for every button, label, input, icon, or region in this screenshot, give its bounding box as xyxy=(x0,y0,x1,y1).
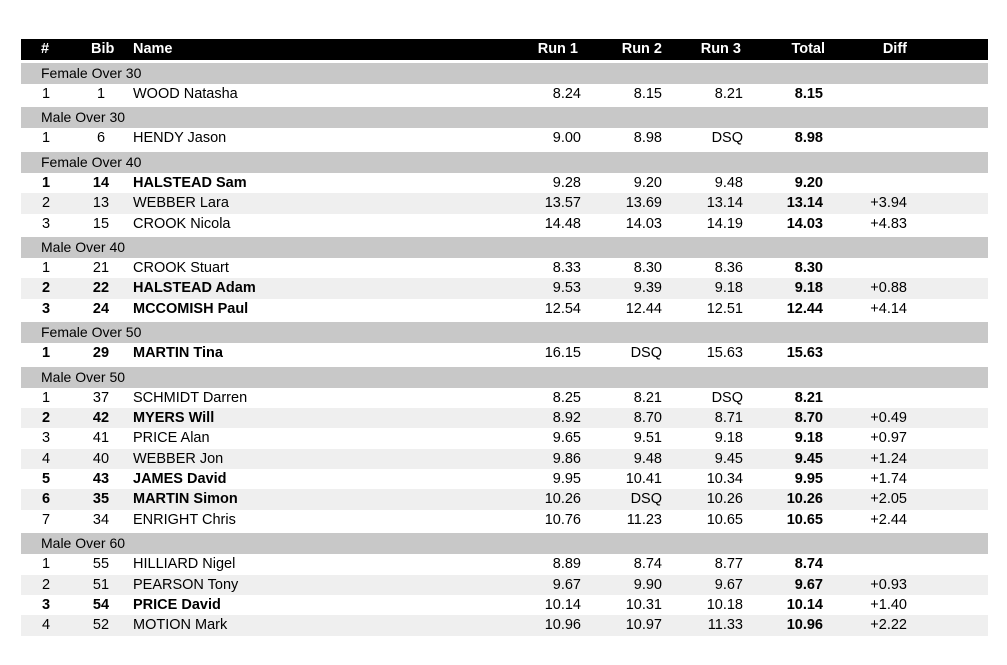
table-row xyxy=(21,428,988,448)
cell-pos: 2 xyxy=(42,280,51,297)
cell-diff: +4.14 xyxy=(870,300,907,317)
cell-total: 10.26 xyxy=(786,491,823,508)
cell-run3: 8.77 xyxy=(714,556,743,573)
cell-name: HENDY Jason xyxy=(133,130,227,147)
table-row xyxy=(21,449,988,469)
cell-total: 13.14 xyxy=(786,195,823,212)
cell-run3: 8.71 xyxy=(714,409,743,426)
cell-name: MCCOMISH Paul xyxy=(133,300,249,317)
table-body xyxy=(21,60,988,636)
cell-bib: 21 xyxy=(92,259,110,276)
cell-run1: 9.65 xyxy=(552,430,581,447)
category-header xyxy=(21,319,988,343)
cell-run2: 8.74 xyxy=(633,556,662,573)
table-row xyxy=(21,575,988,595)
table-header xyxy=(21,39,988,60)
category-title: Male Over 60 xyxy=(41,535,126,552)
cell-diff: +2.05 xyxy=(870,491,907,508)
cell-diff: +1.24 xyxy=(870,450,907,467)
cell-diff: +2.44 xyxy=(870,511,907,528)
table-row xyxy=(21,258,988,278)
category-header xyxy=(21,149,988,173)
category-title: Female Over 50 xyxy=(41,324,142,341)
cell-name: MOTION Mark xyxy=(133,617,228,634)
cell-run2: 12.44 xyxy=(625,300,662,317)
cell-run2: 13.69 xyxy=(625,195,662,212)
category-title: Male Over 40 xyxy=(41,238,126,255)
cell-diff: +0.93 xyxy=(870,576,907,593)
category-header xyxy=(21,60,988,84)
table-row xyxy=(21,469,988,489)
cell-pos: 3 xyxy=(42,597,51,614)
table-row xyxy=(21,408,988,428)
cell-pos: 3 xyxy=(42,430,51,447)
table-row xyxy=(21,489,988,509)
cell-bib: 6 xyxy=(96,130,106,147)
cell-pos: 7 xyxy=(42,511,51,528)
table-row xyxy=(21,84,988,104)
cell-run3: 9.18 xyxy=(714,280,743,297)
column-header-bib: Bib xyxy=(91,41,115,57)
column-header-run2: Run 2 xyxy=(621,41,662,57)
cell-total: 8.70 xyxy=(794,409,823,426)
cell-bib: 37 xyxy=(92,389,110,406)
cell-pos: 4 xyxy=(42,450,51,467)
cell-run2: 14.03 xyxy=(625,215,662,232)
cell-name: PEARSON Tony xyxy=(133,576,239,593)
cell-name: SCHMIDT Darren xyxy=(133,389,248,406)
column-header-run1: Run 1 xyxy=(537,41,578,57)
cell-pos: 1 xyxy=(42,130,51,147)
cell-name: WEBBER Lara xyxy=(133,195,229,212)
category-title: Male Over 30 xyxy=(41,109,126,126)
cell-diff: +0.88 xyxy=(870,280,907,297)
cell-run2: 9.48 xyxy=(633,450,662,467)
cell-pos: 2 xyxy=(42,195,51,212)
cell-pos: 2 xyxy=(42,409,51,426)
cell-run2: 8.21 xyxy=(633,389,662,406)
cell-total: 9.20 xyxy=(794,174,823,191)
cell-bib: 13 xyxy=(92,195,110,212)
table-row xyxy=(21,595,988,615)
cell-run3: DSQ xyxy=(711,130,743,147)
cell-name: PRICE Alan xyxy=(133,430,210,447)
cell-bib: 40 xyxy=(92,450,110,467)
results-table xyxy=(21,39,988,636)
cell-pos: 1 xyxy=(42,345,51,362)
cell-run3: 9.67 xyxy=(714,576,743,593)
table-row xyxy=(21,510,988,530)
cell-run1: 8.33 xyxy=(552,259,581,276)
cell-name: CROOK Stuart xyxy=(133,259,229,276)
column-header-name: Name xyxy=(133,41,173,57)
cell-run1: 10.14 xyxy=(544,597,581,614)
cell-total: 9.95 xyxy=(794,471,823,488)
cell-pos: 1 xyxy=(42,86,51,102)
cell-name: WEBBER Jon xyxy=(133,450,224,467)
cell-name: MARTIN Tina xyxy=(133,345,223,362)
cell-pos: 1 xyxy=(42,174,51,191)
cell-run1: 8.24 xyxy=(552,86,581,102)
cell-pos: 3 xyxy=(42,215,51,232)
category-header xyxy=(21,364,988,388)
column-header-total: Total xyxy=(791,41,825,57)
table-row xyxy=(21,193,988,213)
category-title: Female Over 40 xyxy=(41,153,142,170)
cell-bib: 42 xyxy=(92,409,110,426)
cell-diff: +1.74 xyxy=(870,471,907,488)
cell-name: ENRIGHT Chris xyxy=(133,511,236,528)
cell-run1: 13.57 xyxy=(544,195,581,212)
cell-run2: 9.20 xyxy=(633,174,662,191)
cell-name: CROOK Nicola xyxy=(133,215,231,232)
cell-run2: 8.98 xyxy=(633,130,662,147)
cell-run3: 10.18 xyxy=(706,597,743,614)
cell-run2: 8.15 xyxy=(633,86,662,102)
cell-bib: 43 xyxy=(92,471,110,488)
cell-pos: 5 xyxy=(42,471,51,488)
cell-pos: 6 xyxy=(42,491,51,508)
cell-total: 8.74 xyxy=(794,556,823,573)
cell-diff: +1.40 xyxy=(870,597,907,614)
cell-name: WOOD Natasha xyxy=(133,86,238,102)
table-row xyxy=(21,299,988,319)
cell-name: JAMES David xyxy=(133,471,227,488)
cell-run2: 9.90 xyxy=(633,576,662,593)
cell-run2: 8.30 xyxy=(633,259,662,276)
cell-name: MARTIN Simon xyxy=(133,491,238,508)
cell-bib: 51 xyxy=(92,576,110,593)
cell-run1: 9.00 xyxy=(552,130,581,147)
cell-bib: 22 xyxy=(92,280,110,297)
cell-bib: 34 xyxy=(92,511,110,528)
cell-run3: 11.33 xyxy=(707,617,743,634)
cell-run3: 9.18 xyxy=(714,430,743,447)
cell-run1: 10.26 xyxy=(544,491,581,508)
cell-run2: 11.23 xyxy=(626,511,662,528)
cell-run3: 9.45 xyxy=(714,450,743,467)
category-title: Female Over 30 xyxy=(41,65,142,81)
cell-bib: 54 xyxy=(92,597,110,614)
cell-run1: 16.15 xyxy=(544,345,581,362)
cell-pos: 2 xyxy=(42,576,51,593)
table-row xyxy=(21,128,988,148)
cell-total: 10.96 xyxy=(786,617,823,634)
cell-run3: 12.51 xyxy=(706,300,743,317)
table-row xyxy=(21,173,988,193)
cell-name: HILLIARD Nigel xyxy=(133,556,236,573)
cell-total: 12.44 xyxy=(786,300,823,317)
column-header-position: # xyxy=(41,41,50,57)
cell-run3: 9.48 xyxy=(714,174,743,191)
cell-run2: DSQ xyxy=(630,345,662,362)
cell-run2: 10.31 xyxy=(625,597,662,614)
cell-run3: 15.63 xyxy=(706,345,743,362)
table-row xyxy=(21,388,988,408)
cell-run1: 8.25 xyxy=(552,389,581,406)
cell-diff: +0.49 xyxy=(870,409,907,426)
cell-bib: 52 xyxy=(92,617,110,634)
column-header-diff: Diff xyxy=(882,41,907,57)
cell-name: HALSTEAD Adam xyxy=(133,280,256,297)
cell-diff: +0.97 xyxy=(870,430,907,447)
cell-run3: 10.65 xyxy=(706,511,743,528)
cell-total: 9.18 xyxy=(794,430,823,447)
cell-total: 10.14 xyxy=(786,597,823,614)
category-header xyxy=(21,530,988,554)
cell-run1: 10.76 xyxy=(544,511,581,528)
cell-total: 15.63 xyxy=(786,345,823,362)
cell-bib: 35 xyxy=(92,491,110,508)
cell-run1: 8.92 xyxy=(552,409,581,426)
cell-run1: 10.96 xyxy=(544,617,581,634)
cell-run3: 10.34 xyxy=(706,471,743,488)
cell-run1: 12.54 xyxy=(544,300,581,317)
cell-total: 9.18 xyxy=(794,280,823,297)
cell-name: PRICE David xyxy=(133,597,221,614)
cell-name: HALSTEAD Sam xyxy=(133,174,247,191)
cell-run1: 9.28 xyxy=(552,174,581,191)
cell-run3: 13.14 xyxy=(706,195,743,212)
cell-pos: 1 xyxy=(42,259,51,276)
cell-run1: 9.53 xyxy=(552,280,581,297)
cell-total: 8.15 xyxy=(794,86,823,102)
cell-run1: 8.89 xyxy=(552,556,581,573)
cell-pos: 1 xyxy=(42,389,51,406)
table-row xyxy=(21,214,988,234)
cell-total: 8.21 xyxy=(794,389,823,406)
cell-run3: 8.36 xyxy=(714,259,743,276)
table-row xyxy=(21,615,988,635)
cell-bib: 1 xyxy=(96,86,106,102)
cell-run2: DSQ xyxy=(630,491,662,508)
cell-run3: 14.19 xyxy=(706,215,743,232)
cell-bib: 29 xyxy=(92,345,110,362)
cell-pos: 1 xyxy=(42,556,51,573)
category-header xyxy=(21,234,988,258)
cell-run2: 9.51 xyxy=(633,430,662,447)
cell-bib: 41 xyxy=(92,430,110,447)
cell-name: MYERS Will xyxy=(133,409,215,426)
cell-run1: 9.67 xyxy=(552,576,581,593)
cell-run1: 9.86 xyxy=(552,450,581,467)
cell-run1: 14.48 xyxy=(544,215,581,232)
column-header-run3: Run 3 xyxy=(700,41,741,57)
cell-run1: 9.95 xyxy=(552,471,581,488)
cell-run2: 10.97 xyxy=(625,617,662,634)
cell-pos: 4 xyxy=(42,617,51,634)
cell-total: 14.03 xyxy=(786,215,823,232)
cell-bib: 55 xyxy=(92,556,110,573)
category-header xyxy=(21,104,988,128)
cell-run2: 9.39 xyxy=(633,280,662,297)
cell-diff: +3.94 xyxy=(870,195,907,212)
cell-bib: 15 xyxy=(92,215,110,232)
cell-bib: 24 xyxy=(92,300,110,317)
table-row xyxy=(21,278,988,298)
cell-run3: 8.21 xyxy=(714,86,743,102)
cell-total: 9.45 xyxy=(794,450,823,467)
cell-run2: 10.41 xyxy=(625,471,662,488)
cell-bib: 14 xyxy=(92,174,110,191)
cell-total: 8.30 xyxy=(794,259,823,276)
cell-diff: +2.22 xyxy=(870,617,907,634)
cell-run3: 10.26 xyxy=(706,491,743,508)
cell-total: 9.67 xyxy=(794,576,823,593)
category-title: Male Over 50 xyxy=(41,368,126,385)
cell-run2: 8.70 xyxy=(633,409,662,426)
table-row xyxy=(21,343,988,363)
table-row xyxy=(21,554,988,574)
cell-pos: 3 xyxy=(42,300,51,317)
cell-total: 10.65 xyxy=(786,511,823,528)
cell-total: 8.98 xyxy=(794,130,823,147)
cell-diff: +4.83 xyxy=(870,215,907,232)
cell-run3: DSQ xyxy=(711,389,743,406)
